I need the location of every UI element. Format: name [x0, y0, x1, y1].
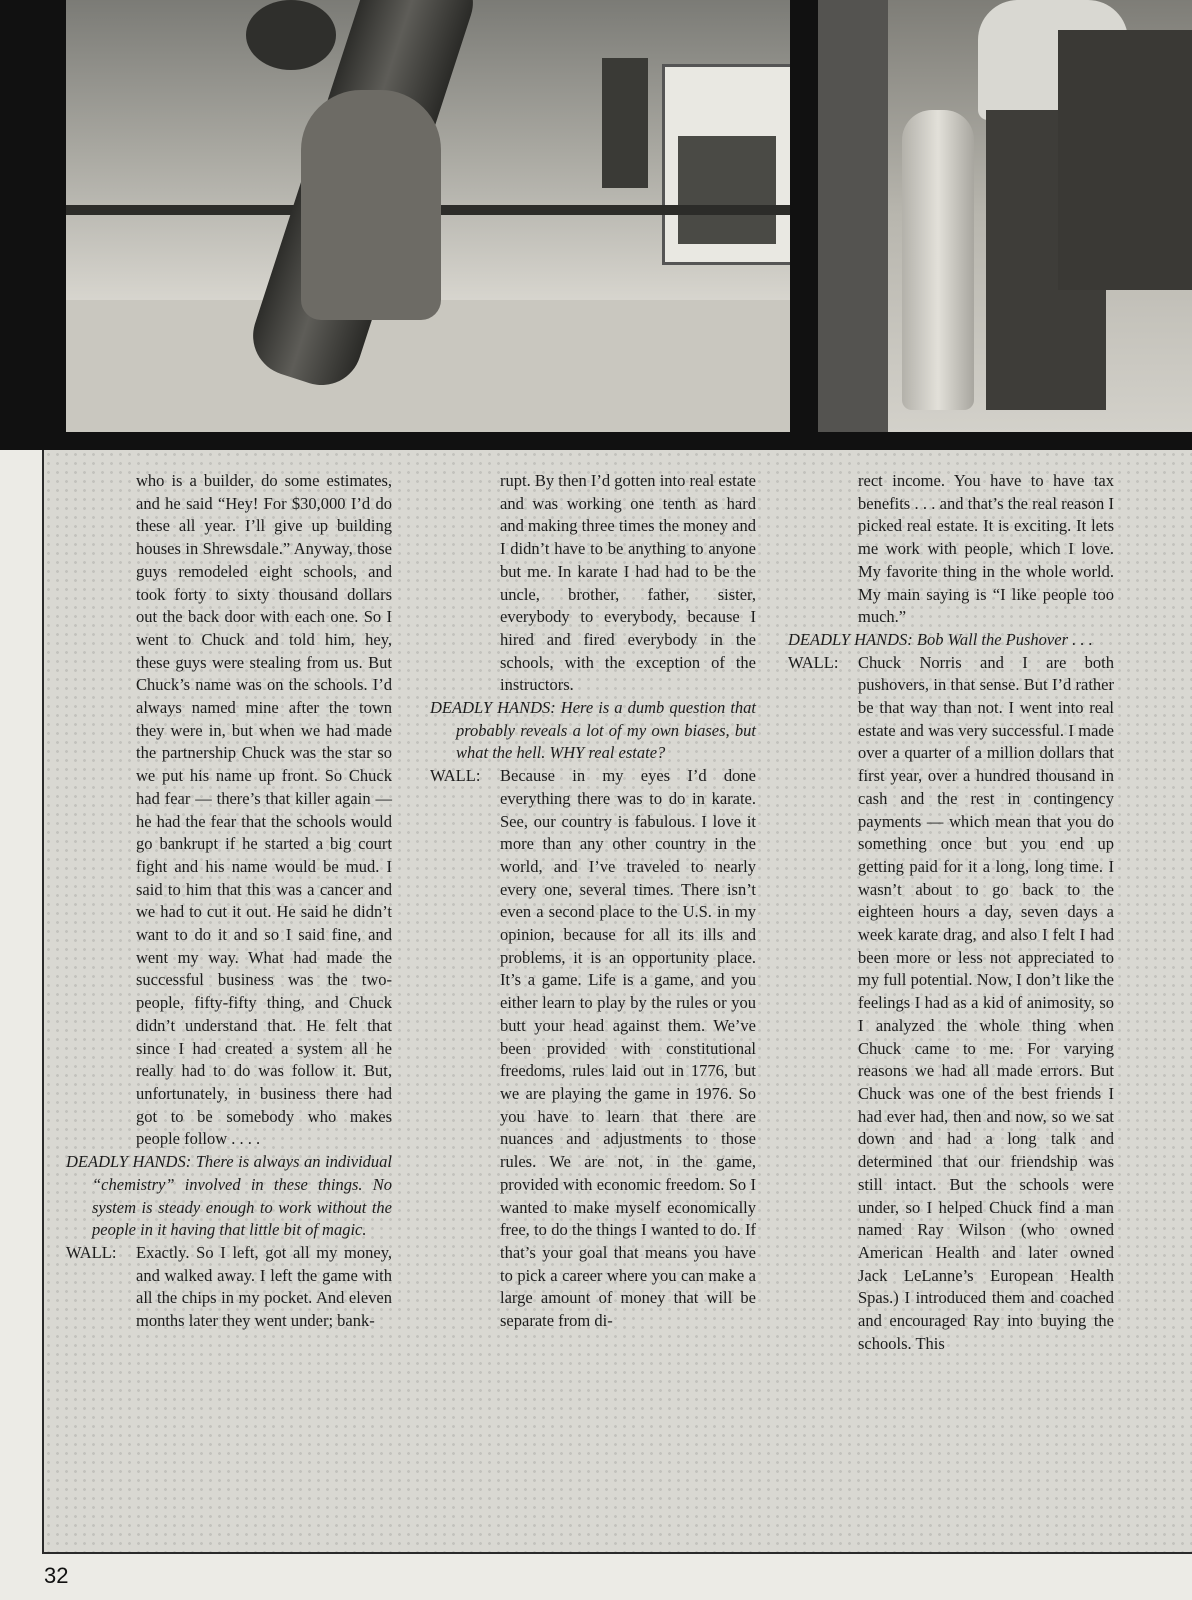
interviewer-question: DEADLY HANDS: Here is a dumb question that probably reveals a lot of my own biases, but what the hell. WHY real estate? [430, 698, 756, 763]
cabinet-shape [1058, 30, 1192, 290]
fighter-shape [301, 90, 441, 320]
body-paragraph: rect income. You have to have tax benefits . . . and that’s the real reason I picked real estate. It is exciting. It lets me work with people, which I love. My favorite thing in the whole world. My main saying is “I like people too much.” [858, 471, 1114, 627]
text-column-1 [66, 470, 392, 1333]
wall-answer [788, 652, 1114, 1356]
speed-bag-shape [246, 0, 336, 70]
interviewer-question: DEADLY HANDS: Bob Wall the Pushover . . . [788, 629, 1093, 649]
speaker-label: WALL: [66, 1242, 117, 1262]
interviewer-question: DEADLY HANDS: There is always an individual “chemistry” involved in these things. No system is steady enough to work without the people in it having that little bit of magic. [66, 1152, 392, 1240]
wooden-dummy-shape [902, 110, 974, 410]
answer-text: Because in my eyes I’d done everything there was to do in karate. See, our country is fabulous. I love it more than any other country in the world, and I’ve traveled to nearly every one, several times. There isn’t even a second place to the U.S. in my opinion, because for all its ills and problems, it is an opportunity place. It’s a game. Life is a game, and you either learn to play by the rules or you butt your head against them. We’ve been provided with constitutional freedoms, rules laid out in 1776, but we are playing the game in 1976. So you have to learn that there are nuances and adjustments to those rules. We are not, in the game, provided with economic freedom. So I wanted to make myself economically free, to do the things I wanted to do. If that’s your goal that means you have to pick a career where you can make a large amount of money that will be separate from di- [500, 766, 756, 1331]
page-number: 32 [44, 1563, 69, 1588]
body-paragraph: rupt. By then I’d gotten into real estate and was working one tenth as hard and making three times the money and I didn’t have to be anything to anyone but me. In karate I had had to be the uncle, brother, father, sister, everybody to everybody, because I hired and fired everybody in the schools, with the exception of the instructors. [500, 471, 756, 695]
answer-text: Chuck Norris and I are both pushovers, in that sense. But I’d rather be that way than not. I went into real estate and was very successful. I made over a quarter of a million dollars that first year, over a hundred thousand in cash and the rest in contingency payments — which mean that you do something once but you end up getting paid for it a long, long time. I wasn’t about to go back to the eighteen hours a day, seven days a week karate drag, and also I felt I had been more or less not appreciated to my full potential. Now, I don’t like the feelings I had as a kid of animosity, so I analyzed the whole thing when Chuck came to me. For varying reasons we had all made errors. But Chuck was one of the best friends I had ever had, then and now, so we sat down and had a long talk and determined that our friendship was still intact. But the schools were under, so I helped Chuck find a man named Ray Wilson (who owned American Health and later owned Jack LeLanne’s European Health Spas.) I introduced them and coached and encouraged Ray into buying the schools. This [858, 652, 1114, 1353]
text-column-2 [430, 470, 756, 1333]
poster-shape [602, 58, 648, 188]
speaker-label: WALL: [788, 652, 839, 672]
body-paragraph: who is a builder, do some estimates, and he said “Hey! For $30,000 I’d do these all year. I’ll give up building houses in Shrewsdale.” Anyway, those guys remodeled eight schools, and took forty to sixty thousand dollars out the back door with each one. So I went to Chuck and told him, hey, these guys were stealing from us. But Chuck’s name was on the schools. I’d always named mine after the town they were in, but when we had made the partnership Chuck was the star so we put his name up front. So Chuck had fear — there’s that killer again — he had the fear that the schools would go bankrupt if he started a big court fight and his name would be mud. I said to him that this was a cancer and we had to cut it out. He said he didn’t want to do it and so I said fine, and went my way. What had made the successful business was the two-people, fifty-fifty thing, and Chuck didn’t understand that. He felt that since I had created a system all he really had to do was follow it. But, unfortunately, in business there had got to be somebody who makes people follow . . . . [136, 471, 392, 1149]
photo-strip [0, 0, 1192, 450]
foliage-shape [678, 136, 776, 244]
wall-answer [66, 1242, 392, 1333]
wall-answer [430, 765, 756, 1333]
training-photo-heavy-bag [66, 0, 790, 432]
speaker-label: WALL: [430, 766, 481, 786]
text-column-3 [788, 470, 1114, 1355]
equipment-rack-shape [818, 0, 888, 432]
training-photo-instructor [818, 0, 1192, 432]
answer-text: Exactly. So I left, got all my money, and walked away. I left the game with all the chips in my pocket. And eleven months later they went under; bank- [136, 1242, 392, 1331]
floor-shape [66, 300, 790, 432]
